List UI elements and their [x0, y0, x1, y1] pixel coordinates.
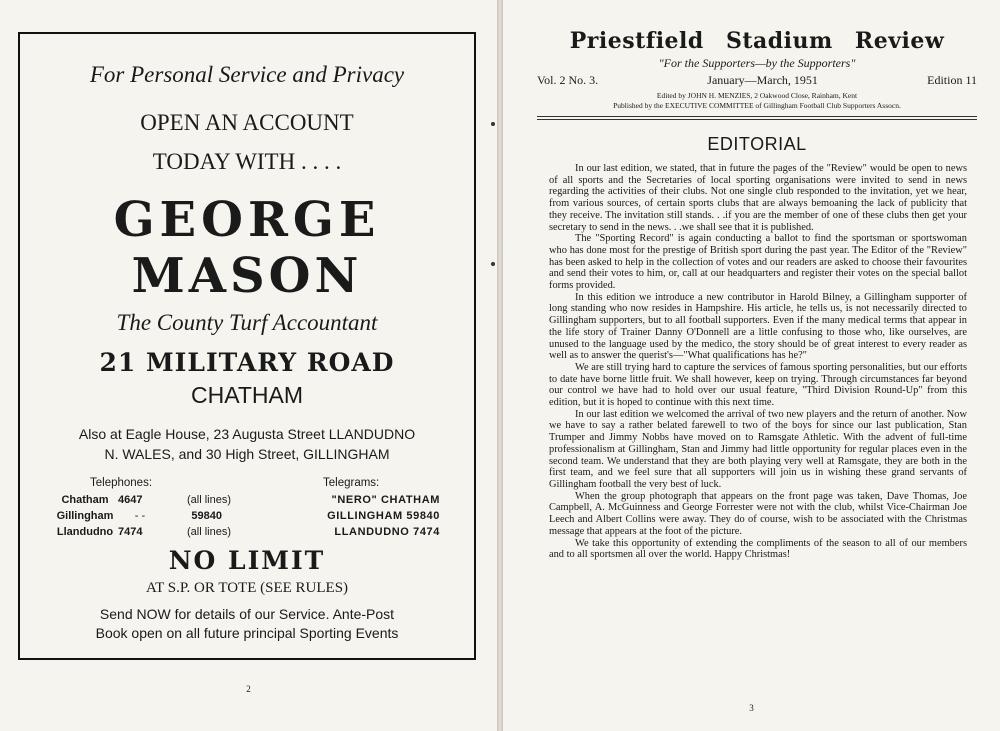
- editorial-paragraph: In this edition we introduce a new contributor in Harold Bilney, a Gillingham supporter of long standing who now resides in Hampshire. His article, he tells us, is not necessarily directed to Gillingham supporters, but to all football supporters. Even if the many medical terms that appear in the life story of Trainer Danny O'Donnell are a little confusing to those who, like ourselves, are unused to the language used by the medico, the story should be of great interest to every reader as well as to answer the querist's—"What qualifications has he?": [549, 291, 967, 362]
- binding-hole-dot: [491, 122, 495, 126]
- advert-name-last: MASON: [131, 248, 363, 304]
- telegram-row: "NERO" CHATHAM: [331, 494, 440, 506]
- header-rule: [537, 119, 977, 120]
- telegram-row: LLANDUDNO 7474: [334, 526, 440, 538]
- advert-subtitle: The County Turf Accountant: [116, 310, 378, 335]
- editorial-paragraph: In our last edition, we stated, that in future the pages of the "Review" would be open to news of all sports and the Secretaries of local sporting organisations were invited to send in news regarding the activities of their clubs. Not one single club responded to the invitation, yet we hear, from various sources, of certain sports clubs that are always bemoaning the lack of publicity that they receive. The invitation still stands. . .if you are the member of one of these clubs then get your secretary to send in the news. . .we shall see that it is published.: [549, 163, 967, 233]
- issue-edition: Edition 11: [927, 73, 977, 87]
- masthead-title: Priestfield Stadium Review: [569, 28, 945, 54]
- editorial-paragraph: In our last edition we welcomed the arrival of two new players and the return of another. Now we have to say a rather belated farewell to two of the boys for since our last publication, Stan Trumper and Jimmy Nobbs have moved on to Ramsgate Athletic. With the advent of full-time professionalism at Gillingham, Stan and Jimmy had little opportunity for regular places even in the second team. We understand that they are both playing very well at Ramsgate, they are both in the first team, and we feel sure that all supporters will join us in wishing these grand servants of Gillingham football the very best of luck.: [549, 408, 967, 490]
- left-page-advert: [0, 0, 497, 731]
- telephone-row: [52, 510, 256, 526]
- advert-open-account: OPEN AN ACCOUNT: [140, 110, 354, 135]
- editorial-body: [549, 163, 967, 561]
- telephone-number: 59840: [191, 510, 222, 522]
- binding-hole-dot: [491, 262, 495, 266]
- telephones-list: [52, 494, 256, 542]
- advert-today-with: TODAY WITH . . . .: [152, 149, 342, 174]
- telephone-number: 4647: [118, 494, 143, 506]
- edited-by: Edited by JOHN H. MENZIES, 2 Oakwood Close, Rainham, Kent: [656, 91, 858, 100]
- telephone-place: Llandudno: [56, 526, 114, 538]
- issue-volume: Vol. 2 No. 3.: [537, 73, 599, 87]
- telegrams-heading: Telegrams:: [323, 477, 380, 489]
- advert-sp-tote: AT S.P. OR TOTE (SEE RULES): [145, 580, 349, 596]
- advert-name-first: GEORGE: [113, 192, 381, 248]
- telephone-place: Chatham: [61, 494, 109, 506]
- telegrams-list: [288, 494, 440, 542]
- editorial-paragraph: When the group photograph that appears on the front page was taken, Dave Thomas, Joe Campbell, A. McGuinness and George Forrester were not with the club, whilst Vice-Chairman Joe Leech and Albert Collins were away. They do of course, wish to be associated with the Christmas message that appears at the foot of the picture.: [549, 490, 967, 537]
- right-page-review: [503, 0, 1000, 731]
- advert-also-at-line1: Also at Eagle House, 23 Augusta Street LLANDUDNO: [78, 426, 416, 442]
- telegram-row: GILLINGHAM 59840: [327, 510, 440, 522]
- telephone-note: (all lines): [186, 526, 231, 538]
- header-rule: [537, 116, 977, 117]
- right-page-number: 3: [749, 703, 754, 713]
- advert-address: 21 MILITARY ROAD: [99, 348, 395, 377]
- telephone-note: - -: [134, 510, 146, 522]
- editorial-paragraph: We take this opportunity of extending the compliments of the season to all of our members and to all sportsmen all over the world. Happy Christmas!: [549, 537, 967, 561]
- advert-heading: For Personal Service and Privacy: [89, 62, 405, 87]
- editorial-heading: EDITORIAL: [707, 134, 807, 154]
- advert-town: CHATHAM: [190, 382, 303, 408]
- advert-send-line2: Book open on all future principal Sporting Events: [95, 625, 399, 641]
- advert-no-limit: NO LIMIT: [168, 546, 326, 575]
- published-by: Published by the EXECUTIVE COMMITTEE of Gillingham Football Club Supporters Assocn.: [613, 101, 901, 110]
- telephone-row: [52, 526, 256, 542]
- masthead-tagline: "For the Supporters—by the Supporters": [658, 56, 856, 70]
- advert-also-at-line2: N. WALES, and 30 High Street, GILLINGHAM: [104, 446, 390, 462]
- editorial-paragraph: We are still trying hard to capture the services of famous sporting personalities, but our efforts to date have borne little fruit. We shall however, keep on trying. Through circumstances far beyond our control we have had to hold over our usual feature, "Third Division Round-Up" from this edition, but it is hoped to continue with this next time.: [549, 361, 967, 409]
- advert-box: [18, 32, 476, 660]
- telephone-note: (all lines): [186, 494, 231, 506]
- left-page-number: 2: [246, 684, 251, 694]
- telephone-place: Gillingham: [56, 510, 114, 522]
- editorial-paragraph: The "Sporting Record" is again conducting a ballot to find the sportsman or sportswoman who has done most for the prestige of British sport during the past year. The Editor of the "Review" has been asked to help in the collection of votes and our readers are asked to choose their favourites and send their votes to him, or, call at our headquarters and register their votes on the special ballot forms provided.: [549, 233, 967, 292]
- telephones-heading: Telephones:: [90, 477, 153, 489]
- issue-meta: [537, 73, 977, 88]
- issue-date: January—March, 1951: [707, 73, 818, 87]
- telephone-number: 7474: [118, 526, 143, 538]
- telephone-row: [52, 494, 256, 510]
- advert-send-line1: Send NOW for details of our Service. Ante-Post: [99, 606, 395, 622]
